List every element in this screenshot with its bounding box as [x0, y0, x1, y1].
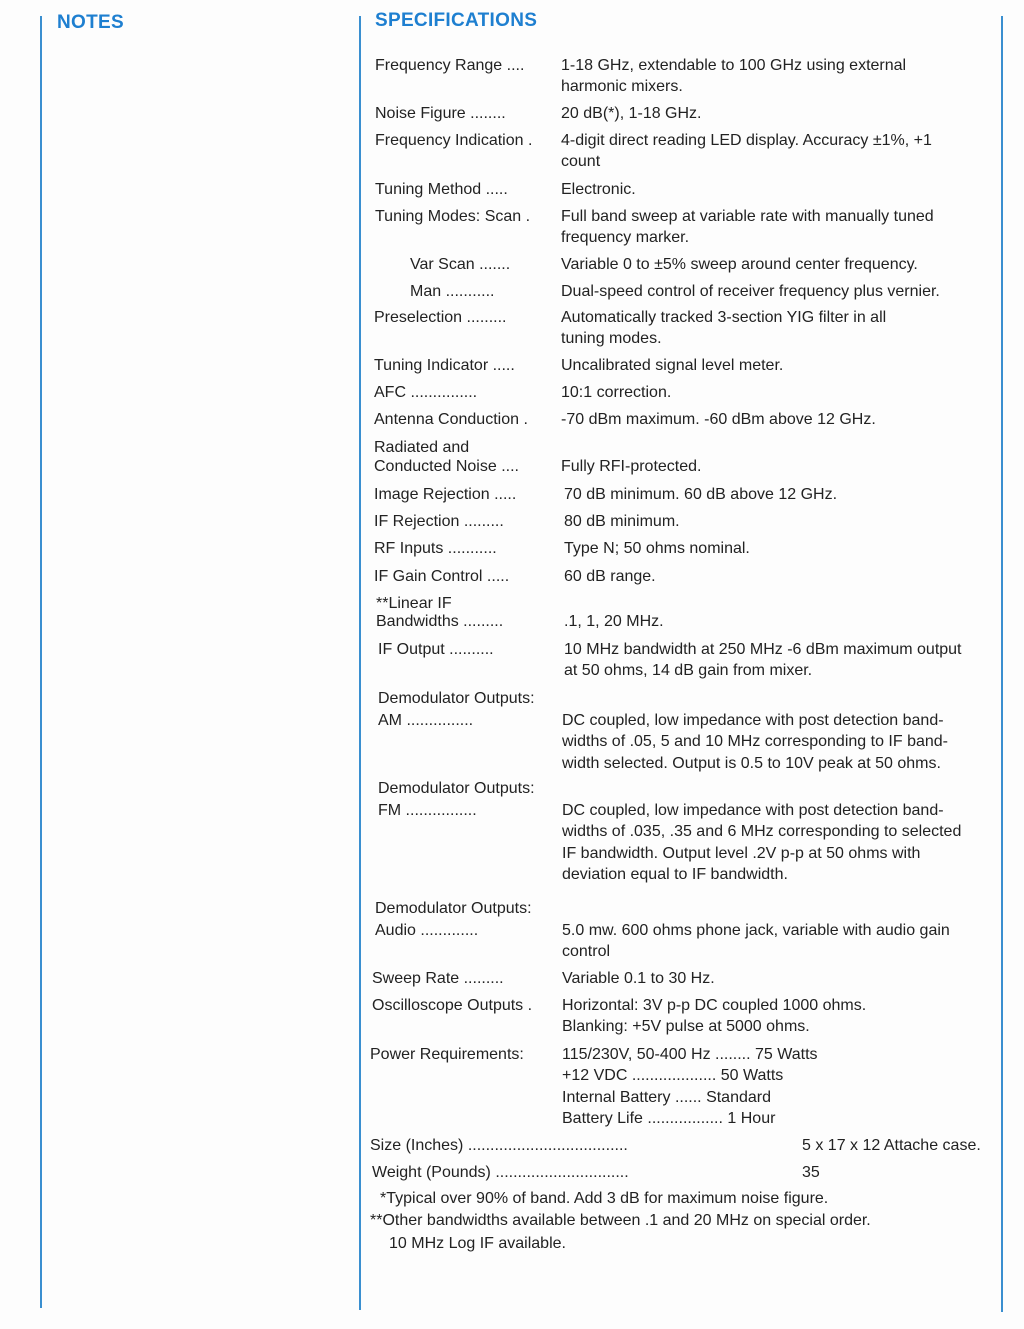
spec-label: Demodulator Outputs: — [375, 900, 532, 917]
spec-label: Weight (Pounds) .............................. — [372, 1164, 629, 1181]
spec-value: -70 dBm maximum. -60 dBm above 12 GHz. — [561, 411, 876, 428]
spec-label: Noise Figure ........ — [375, 105, 506, 122]
spec-value: 35 — [802, 1164, 820, 1181]
spec-label: Audio ............. — [375, 922, 479, 939]
spec-value: Blanking: +5V pulse at 5000 ohms. — [562, 1018, 810, 1036]
spec-label: IF Gain Control ..... — [374, 568, 510, 585]
spec-value: frequency marker. — [561, 229, 690, 247]
footnote: *Typical over 90% of band. Add 3 dB for maximum noise figure. — [380, 1190, 829, 1207]
spec-label: AFC ............... — [374, 384, 478, 401]
spec-value: at 50 ohms, 14 dB gain from mixer. — [564, 662, 813, 680]
spec-value: IF bandwidth. Output level .2V p-p at 50 ohms with — [562, 844, 921, 862]
spec-value: 4-digit direct reading LED display. Accuracy ±1%, +1 — [561, 132, 932, 149]
spec-label: RF Inputs ........... — [374, 540, 497, 557]
spec-label: Man ........... — [410, 283, 495, 300]
spec-value: 60 dB range. — [564, 568, 656, 585]
spec-label: Frequency Range .... — [375, 57, 525, 74]
spec-label: **Linear IF — [376, 595, 452, 612]
spec-value: Type N; 50 ohms nominal. — [564, 540, 750, 557]
spec-value: 80 dB minimum. — [564, 513, 680, 530]
spec-value: Uncalibrated signal level meter. — [561, 357, 784, 374]
left-rule — [40, 16, 42, 1308]
spec-label: Power Requirements: — [370, 1046, 524, 1063]
spec-value: Variable 0.1 to 30 Hz. — [562, 970, 715, 987]
footnote: 10 MHz Log IF available. — [389, 1235, 566, 1252]
spec-value: 10:1 correction. — [561, 384, 672, 401]
spec-value: widths of .035, .35 and 6 MHz corresponding to selected — [562, 823, 962, 841]
spec-value: width selected. Output is 0.5 to 10V peak at 50 ohms. — [562, 754, 941, 772]
notes-heading: NOTES — [57, 12, 124, 33]
spec-value: 115/230V, 50-400 Hz ........ 75 Watts — [562, 1046, 818, 1063]
spec-label: Sweep Rate ......... — [372, 970, 504, 987]
spec-value: count — [561, 153, 601, 171]
spec-value: .1, 1, 20 MHz. — [564, 613, 664, 630]
spec-value: 70 dB minimum. 60 dB above 12 GHz. — [564, 486, 838, 503]
center-rule — [359, 16, 361, 1310]
spec-label: Tuning Method ..... — [375, 181, 508, 198]
spec-label: Conducted Noise .... — [374, 458, 519, 475]
spec-label: FM ................ — [378, 802, 477, 819]
spec-value: Horizontal: 3V p-p DC coupled 1000 ohms. — [562, 997, 867, 1014]
spec-value: 10 MHz bandwidth at 250 MHz -6 dBm maximum output — [564, 641, 962, 658]
spec-value: Full band sweep at variable rate with manually tuned — [561, 208, 934, 225]
spec-value: control — [562, 943, 611, 961]
spec-value: Battery Life ................. 1 Hour — [562, 1109, 776, 1127]
spec-label: Bandwidths ......... — [376, 613, 504, 630]
spec-value: widths of .05, 5 and 10 MHz corresponding to IF band- — [562, 733, 948, 751]
spec-value: +12 VDC ................... 50 Watts — [562, 1067, 784, 1085]
spec-value: 5.0 mw. 600 ohms phone jack, variable with audio gain — [562, 922, 950, 939]
right-rule — [1001, 16, 1003, 1312]
spec-label: Oscilloscope Outputs . — [372, 997, 533, 1014]
spec-label: Preselection ......... — [374, 309, 507, 326]
spec-value: Fully RFI-protected. — [561, 458, 702, 475]
spec-value: tuning modes. — [561, 330, 662, 348]
spec-value: deviation equal to IF bandwidth. — [562, 865, 788, 883]
spec-label: Tuning Modes: Scan . — [375, 208, 531, 225]
spec-label: Var Scan ....... — [410, 256, 511, 273]
spec-label: IF Rejection ......... — [374, 513, 504, 530]
spec-value: Electronic. — [561, 181, 636, 198]
spec-value: harmonic mixers. — [561, 78, 683, 96]
spec-label: AM ............... — [378, 712, 474, 729]
spec-label: Size (Inches) .................................... — [370, 1137, 628, 1154]
spec-label: Demodulator Outputs: — [378, 690, 535, 707]
spec-label: Tuning Indicator ..... — [374, 357, 515, 374]
spec-value: 20 dB(*), 1-18 GHz. — [561, 105, 702, 122]
spec-value: DC coupled, low impedance with post detection band- — [562, 802, 944, 819]
spec-value: Dual-speed control of receiver frequency plus vernier. — [561, 283, 940, 300]
specifications-heading: SPECIFICATIONS — [375, 10, 538, 31]
spec-label: Demodulator Outputs: — [378, 780, 535, 797]
spec-value: Variable 0 to ±5% sweep around center frequency. — [561, 256, 918, 273]
footnote: **Other bandwidths available between .1 and 20 MHz on special order. — [370, 1212, 871, 1229]
spec-label: IF Output .......... — [378, 641, 494, 658]
spec-label: Radiated and — [374, 439, 470, 456]
spec-label: Antenna Conduction . — [374, 411, 528, 428]
spec-value: DC coupled, low impedance with post detection band- — [562, 712, 944, 729]
spec-label: Image Rejection ..... — [374, 486, 517, 503]
spec-value: 1-18 GHz, extendable to 100 GHz using external — [561, 57, 907, 74]
spec-value: Internal Battery ...... Standard — [562, 1088, 771, 1106]
spec-label: Frequency Indication . — [375, 132, 533, 149]
spec-value: 5 x 17 x 12 Attache case. — [802, 1137, 981, 1154]
spec-value: Automatically tracked 3-section YIG filter in all — [561, 309, 887, 326]
